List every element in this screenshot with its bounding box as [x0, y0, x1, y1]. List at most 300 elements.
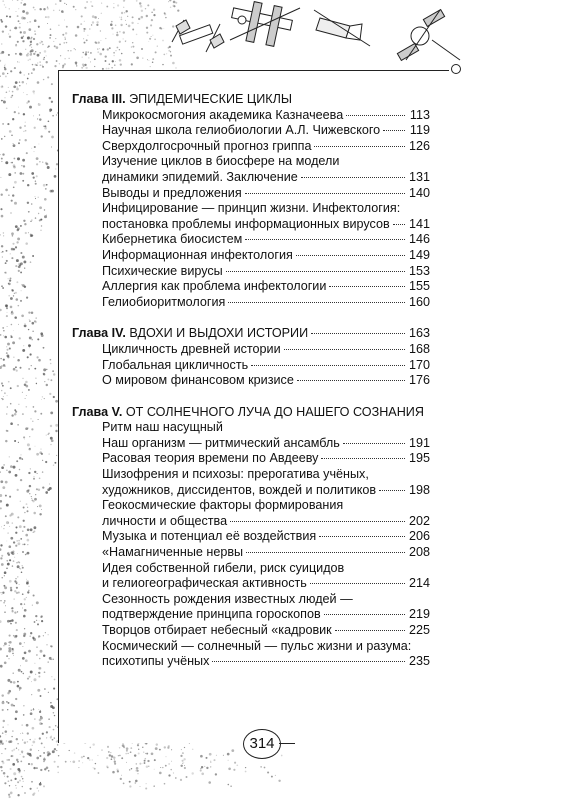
speckle-dot	[148, 60, 149, 61]
speckle-dot	[19, 71, 21, 73]
speckle-dot	[21, 165, 22, 166]
speckle-dot	[29, 320, 31, 322]
speckle-dot	[11, 162, 13, 164]
speckle-dot	[21, 776, 23, 778]
speckle-dot	[24, 598, 26, 600]
chapter-heading[interactable]	[72, 92, 430, 108]
speckle-dot	[113, 756, 115, 758]
toc-entry-line	[72, 248, 430, 264]
toc-entry[interactable]	[72, 248, 430, 264]
speckle-dot	[1, 742, 3, 744]
speckle-dot	[121, 12, 123, 14]
speckle-dot	[48, 120, 50, 122]
speckle-dot	[12, 235, 14, 237]
speckle-dot	[26, 580, 29, 583]
speckle-dot	[19, 81, 20, 82]
speckle-dot	[7, 692, 9, 694]
speckle-dot	[27, 78, 29, 80]
speckle-dot	[5, 734, 6, 735]
speckle-dot	[51, 645, 53, 647]
toc-entry[interactable]	[72, 467, 430, 498]
speckle-dot	[30, 671, 33, 674]
entry-page: 219	[408, 607, 430, 622]
speckle-dot	[19, 85, 20, 86]
speckle-dot	[20, 271, 22, 273]
speckle-dot	[116, 768, 118, 770]
speckle-dot	[50, 363, 52, 365]
speckle-dot	[4, 525, 5, 526]
speckle-dot	[7, 532, 8, 533]
speckle-dot	[12, 552, 15, 555]
speckle-dot	[148, 766, 149, 767]
speckle-dot	[64, 20, 65, 21]
speckle-dot	[15, 710, 18, 713]
speckle-dot	[38, 637, 39, 638]
speckle-dot	[7, 355, 10, 358]
speckle-dot	[39, 755, 41, 757]
speckle-dot	[12, 289, 14, 291]
speckle-dot	[163, 54, 165, 56]
speckle-dot	[84, 28, 86, 30]
speckle-dot	[119, 747, 121, 749]
speckle-dot	[19, 62, 20, 63]
speckle-dot	[22, 752, 23, 753]
toc-entry[interactable]	[72, 139, 430, 155]
speckle-dot	[2, 0, 4, 2]
speckle-dot	[81, 756, 83, 758]
entry-page: 153	[408, 263, 430, 278]
dot-leader	[301, 177, 405, 178]
entry-title: Глобальная цикличность	[102, 357, 249, 372]
toc-entry[interactable]	[72, 186, 430, 202]
toc-entry[interactable]	[72, 498, 430, 529]
toc-entry[interactable]	[72, 342, 430, 358]
speckle-dot	[13, 749, 15, 751]
speckle-dot	[147, 760, 149, 762]
speckle-dot	[123, 783, 125, 785]
toc-entry[interactable]	[72, 279, 430, 295]
speckle-dot	[30, 353, 32, 355]
speckle-dot	[114, 759, 115, 760]
speckle-dot	[50, 412, 53, 415]
speckle-dot	[6, 504, 9, 507]
speckle-dot	[39, 711, 41, 713]
entry-title: Шизофрения и психозы: прерогатива учёных,	[102, 467, 369, 482]
speckle-dot	[3, 645, 4, 646]
chapter-label: Глава IV.	[72, 326, 126, 341]
dot-leader	[226, 271, 405, 272]
toc-entry[interactable]	[72, 108, 430, 124]
speckle-dot	[129, 781, 131, 783]
speckle-dot	[119, 755, 120, 756]
dot-leader	[228, 302, 405, 303]
speckle-dot	[33, 512, 36, 515]
speckle-dot	[9, 796, 11, 798]
entry-page: 146	[408, 232, 430, 247]
speckle-dot	[41, 334, 44, 337]
speckle-dot	[4, 600, 6, 602]
speckle-dot	[9, 456, 10, 457]
speckle-dot	[20, 262, 23, 265]
speckle-dot	[20, 454, 21, 455]
speckle-dot	[8, 794, 10, 796]
speckle-dot	[28, 472, 30, 474]
speckle-dot	[151, 12, 152, 13]
speckle-dot	[54, 715, 55, 716]
dot-leader	[296, 255, 405, 256]
speckle-dot	[30, 235, 32, 237]
speckle-dot	[34, 663, 35, 664]
speckle-dot	[0, 507, 2, 509]
speckle-dot	[13, 772, 16, 775]
speckle-dot	[95, 763, 96, 764]
speckle-dot	[43, 373, 45, 375]
speckle-dot	[89, 28, 90, 29]
speckle-dot	[22, 349, 25, 352]
speckle-dot	[51, 659, 52, 660]
speckle-dot	[18, 142, 20, 144]
speckle-dot	[30, 51, 32, 53]
toc-entry[interactable]	[72, 451, 430, 467]
speckle-dot	[0, 334, 1, 336]
speckle-dot	[49, 393, 51, 395]
speckle-dot	[39, 658, 41, 660]
speckle-dot	[22, 173, 24, 175]
speckle-dot	[93, 767, 94, 768]
speckle-dot	[28, 389, 30, 391]
toc-entry[interactable]	[72, 561, 430, 592]
toc-entry[interactable]	[72, 420, 430, 436]
dot-leader	[310, 583, 405, 584]
speckle-dot	[17, 359, 20, 362]
speckle-dot	[168, 763, 169, 764]
speckle-dot	[92, 15, 95, 18]
speckle-dot	[76, 65, 77, 66]
speckle-dot	[8, 702, 10, 704]
speckle-dot	[8, 295, 10, 297]
speckle-dot	[121, 17, 122, 18]
speckle-dot	[12, 763, 15, 766]
toc-entry[interactable]	[72, 358, 430, 374]
speckle-dot	[236, 764, 238, 766]
speckle-dot	[138, 18, 140, 20]
speckle-dot	[32, 605, 33, 606]
speckle-dot	[210, 762, 211, 763]
speckle-dot	[165, 765, 167, 767]
speckle-dot	[162, 767, 163, 768]
speckle-dot	[21, 17, 24, 20]
speckle-dot	[20, 568, 22, 570]
speckle-dot	[50, 190, 53, 193]
speckle-dot	[54, 737, 55, 738]
speckle-dot	[31, 40, 32, 41]
speckle-dot	[66, 26, 68, 28]
toc-entry[interactable]	[72, 436, 430, 452]
speckle-dot	[36, 488, 38, 490]
speckle-dot	[132, 46, 134, 48]
speckle-dot	[92, 5, 93, 6]
speckle-dot	[45, 632, 46, 633]
speckle-dot	[5, 7, 6, 8]
speckle-dot	[13, 248, 15, 250]
speckle-dot	[15, 718, 17, 720]
speckle-dot	[201, 772, 204, 775]
speckle-dot	[53, 729, 55, 731]
speckle-dot	[57, 772, 59, 774]
toc-entry[interactable]	[72, 201, 430, 232]
speckle-dot	[143, 752, 144, 753]
speckle-dot	[43, 79, 44, 80]
speckle-dot	[41, 40, 42, 41]
speckle-dot	[6, 91, 8, 93]
speckle-dot	[9, 580, 12, 583]
speckle-dot	[159, 749, 161, 751]
speckle-dot	[33, 93, 34, 94]
speckle-dot	[38, 750, 39, 751]
speckle-dot	[31, 172, 34, 175]
toc-chapter	[72, 326, 430, 388]
speckle-dot	[45, 162, 48, 165]
speckle-dot	[11, 324, 13, 326]
speckle-dot	[123, 746, 125, 748]
speckle-dot	[18, 749, 19, 750]
speckle-dot	[56, 114, 57, 115]
speckle-dot	[35, 674, 36, 675]
speckle-dot	[8, 471, 11, 474]
speckle-dot	[15, 225, 18, 228]
speckle-dot	[80, 23, 82, 25]
speckle-dot	[107, 746, 108, 747]
speckle-dot	[7, 73, 8, 74]
speckle-dot	[18, 107, 19, 108]
speckle-dot	[119, 59, 122, 62]
speckle-dot	[102, 48, 104, 50]
speckle-dot	[18, 761, 19, 762]
speckle-dot	[29, 45, 31, 47]
speckle-dot	[0, 600, 1, 601]
speckle-dot	[101, 749, 102, 750]
speckle-dot	[2, 701, 5, 704]
speckle-dot	[14, 316, 17, 319]
toc-entry[interactable]	[72, 545, 430, 561]
speckle-dot	[22, 608, 23, 609]
speckle-dot	[17, 424, 18, 425]
speckle-dot	[44, 127, 47, 130]
speckle-dot	[49, 454, 50, 455]
speckle-dot	[180, 755, 182, 757]
toc-entry-line	[72, 436, 430, 452]
speckle-dot	[216, 755, 217, 756]
speckle-dot	[29, 319, 30, 320]
speckle-dot	[26, 83, 27, 84]
speckle-dot	[92, 743, 94, 745]
speckle-dot	[0, 665, 3, 668]
speckle-dot	[4, 67, 6, 69]
speckle-dot	[275, 775, 276, 776]
speckle-dot	[41, 723, 43, 725]
speckle-dot	[10, 623, 12, 625]
speckle-dot	[36, 620, 37, 621]
speckle-dot	[0, 471, 1, 473]
speckle-dot	[62, 34, 64, 36]
speckle-dot	[50, 34, 52, 36]
speckle-dot	[6, 759, 7, 760]
speckle-dot	[19, 770, 21, 772]
speckle-dot	[17, 489, 19, 491]
speckle-dot	[20, 761, 22, 763]
speckle-dot	[227, 753, 230, 756]
speckle-dot	[47, 8, 49, 10]
speckle-dot	[171, 761, 172, 762]
speckle-dot	[10, 96, 12, 98]
speckle-dot	[26, 597, 27, 598]
speckle-dot	[42, 733, 44, 735]
toc-entry[interactable]	[72, 623, 430, 639]
speckle-dot	[70, 761, 71, 762]
speckle-dot	[27, 741, 28, 742]
speckle-dot	[3, 359, 5, 361]
speckle-dot	[26, 152, 28, 154]
speckle-dot	[50, 28, 52, 30]
speckle-dot	[200, 755, 203, 758]
toc-entry[interactable]	[72, 639, 430, 670]
speckle-dot	[17, 794, 19, 796]
speckle-dot	[47, 6, 48, 7]
speckle-dot	[110, 23, 113, 26]
speckle-dot	[19, 562, 20, 563]
entry-page: 235	[408, 654, 430, 669]
chapter-heading[interactable]	[72, 405, 430, 421]
speckle-dot	[24, 642, 25, 643]
toc-entry[interactable]	[72, 154, 430, 185]
speckle-dot	[14, 413, 17, 416]
speckle-dot	[35, 377, 37, 379]
dot-leader	[314, 146, 405, 147]
speckle-dot	[131, 22, 133, 24]
speckle-dot	[109, 63, 110, 64]
speckle-dot	[55, 38, 56, 39]
speckle-dot	[31, 428, 33, 430]
speckle-dot	[33, 406, 35, 408]
toc-entry-line	[72, 123, 430, 139]
speckle-dot	[54, 462, 56, 464]
toc-entry-line	[72, 217, 430, 233]
speckle-dot	[152, 61, 154, 63]
frame-corner-circle	[451, 64, 461, 74]
speckle-dot	[6, 701, 7, 702]
entry-title: Выводы и предложения	[102, 185, 242, 200]
speckle-dot	[42, 161, 43, 162]
speckle-dot	[41, 135, 43, 137]
speckle-dot	[44, 215, 47, 218]
speckle-dot	[47, 661, 48, 662]
speckle-dot	[34, 30, 36, 32]
toc-entry[interactable]	[72, 264, 430, 280]
speckle-dot	[43, 785, 45, 787]
speckle-dot	[30, 221, 31, 222]
speckle-dot	[32, 421, 33, 422]
toc-entry[interactable]	[72, 232, 430, 248]
dot-leader	[383, 130, 405, 131]
speckle-dot	[29, 676, 31, 678]
speckle-dot	[40, 769, 42, 771]
speckle-dot	[43, 58, 45, 60]
speckle-dot	[154, 759, 156, 761]
speckle-dot	[29, 347, 30, 348]
speckle-dot	[82, 52, 83, 53]
speckle-dot	[15, 778, 17, 780]
toc-entry-line	[72, 545, 430, 561]
speckle-dot	[12, 653, 14, 655]
speckle-dot	[31, 47, 32, 48]
speckle-dot	[21, 290, 22, 291]
speckle-dot	[18, 20, 20, 22]
speckle-dot	[29, 739, 30, 740]
toc-entry[interactable]	[72, 592, 430, 623]
speckle-dot	[99, 48, 100, 49]
toc-entry[interactable]	[72, 529, 430, 545]
speckle-dot	[168, 1, 169, 2]
entry-title: Информационная инфектология	[102, 247, 293, 262]
toc-entry[interactable]	[72, 373, 430, 389]
speckle-dot	[43, 655, 45, 657]
entry-page: 214	[408, 576, 430, 591]
speckle-dot	[52, 750, 55, 753]
speckle-dot	[29, 485, 31, 487]
speckle-dot	[228, 784, 230, 786]
speckle-dot	[16, 11, 17, 12]
speckle-dot	[52, 658, 54, 660]
speckle-dot	[40, 64, 41, 65]
speckle-dot	[31, 709, 32, 710]
speckle-dot	[15, 366, 17, 368]
speckle-dot	[111, 21, 113, 23]
speckle-dot	[27, 202, 29, 204]
entry-title: Аллергия как проблема инфектологии	[102, 279, 327, 294]
speckle-dot	[35, 198, 36, 199]
entry-title: Сезонность рождения известных людей —	[102, 591, 353, 606]
speckle-dot	[34, 621, 36, 623]
speckle-dot	[113, 52, 115, 54]
speckle-dot	[2, 327, 4, 329]
speckle-dot	[0, 309, 2, 311]
speckle-dot	[201, 766, 203, 768]
speckle-dot	[19, 53, 22, 56]
speckle-dot	[166, 756, 167, 757]
speckle-dot	[25, 381, 28, 384]
entry-title: Инфицирование — принцип жизни. Инфектология:	[102, 201, 401, 216]
speckle-dot	[23, 436, 25, 438]
speckle-dot	[13, 705, 15, 707]
toc-entry[interactable]	[72, 295, 430, 311]
speckle-dot	[36, 767, 38, 769]
chapter-heading[interactable]	[72, 326, 430, 342]
speckle-dot	[39, 513, 41, 515]
speckle-dot	[8, 173, 11, 176]
speckle-dot	[42, 66, 44, 68]
satellites-illustration	[170, 0, 470, 70]
speckle-dot	[7, 312, 8, 313]
capsule-icon	[314, 10, 370, 46]
speckle-dot	[16, 241, 18, 243]
speckle-dot	[33, 115, 34, 116]
speckle-dot	[1, 138, 3, 140]
entry-title: Творцов отбирает небесный «кадровик	[102, 623, 332, 637]
speckle-dot	[2, 153, 4, 155]
toc-entry[interactable]	[72, 123, 430, 139]
speckle-dot	[29, 754, 31, 756]
speckle-dot	[144, 762, 146, 764]
